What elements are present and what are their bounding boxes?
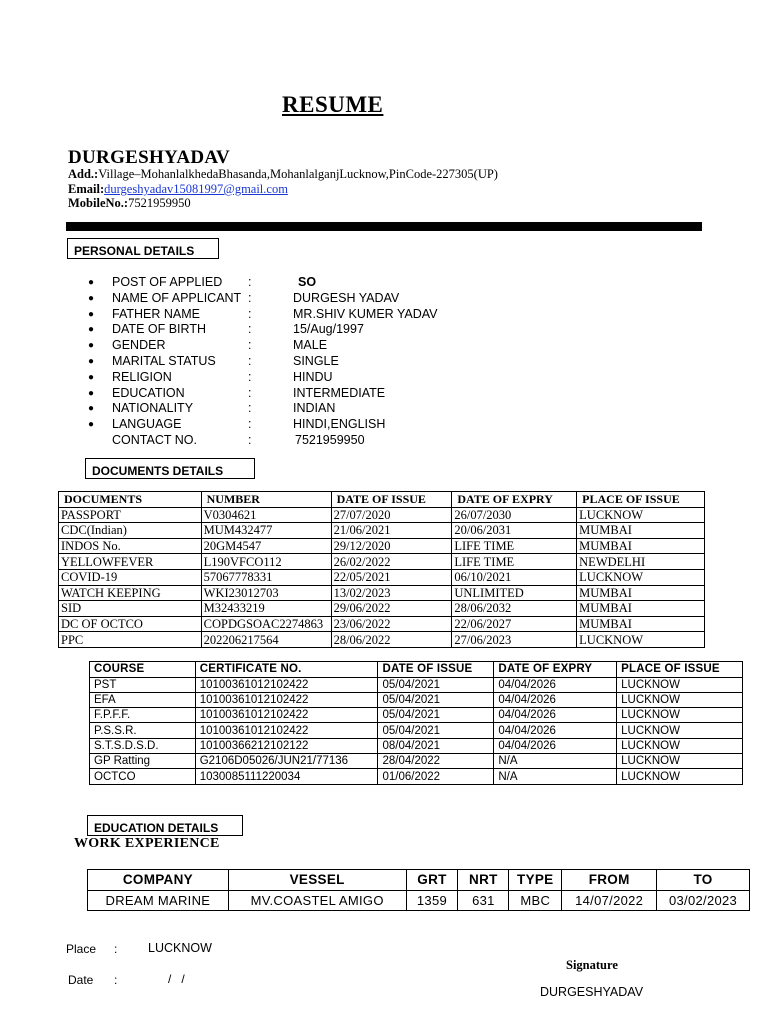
detail-colon: : — [248, 275, 252, 289]
table-cell: LUCKNOW — [617, 738, 743, 753]
detail-value: INDIAN — [293, 401, 336, 416]
signature-label: Signature — [566, 958, 618, 972]
table-row — [59, 554, 705, 570]
table-cell: 20/06/2031 — [452, 523, 577, 539]
table-cell: 29/12/2020 — [331, 538, 452, 554]
detail-label: NAME OF APPLICANT — [112, 290, 242, 305]
table-cell: PASSPORT — [59, 507, 202, 523]
table-cell: 26/07/2030 — [452, 507, 577, 523]
mobile-value: 7521959950 — [128, 196, 191, 210]
table-header-cell: COMPANY — [88, 870, 229, 891]
table-row — [59, 601, 705, 617]
table-cell: 10100361012102422 — [195, 692, 378, 707]
table-cell: MUMBAI — [577, 523, 705, 539]
table-row — [90, 692, 743, 707]
table-cell: LUCKNOW — [577, 569, 705, 585]
detail-value: MALE — [293, 338, 328, 353]
detail-value: SINGLE — [293, 353, 339, 368]
detail-colon: : — [248, 432, 252, 447]
detail-colon: : — [248, 401, 252, 416]
detail-value: HINDU — [293, 369, 333, 384]
table-cell: 202206217564 — [201, 632, 331, 648]
table-cell: LUCKNOW — [617, 769, 743, 784]
table-cell: SID — [59, 601, 202, 617]
table-cell: LIFE TIME — [452, 554, 577, 570]
table-row — [90, 738, 743, 753]
table-cell: 05/04/2021 — [378, 708, 494, 723]
detail-colon: : — [248, 385, 252, 400]
table-row — [59, 616, 705, 632]
table-cell: 04/04/2026 — [494, 677, 617, 692]
table-cell: PST — [90, 677, 196, 692]
table-cell: DC OF OCTCO — [59, 616, 202, 632]
bullet-icon: ● — [88, 355, 95, 367]
table-cell: PPC — [59, 632, 202, 648]
table-header-cell: TYPE — [509, 870, 562, 891]
table-header-cell: DATE OF ISSUE — [331, 492, 452, 508]
table-cell: 05/04/2021 — [378, 677, 494, 692]
table-cell: 05/04/2021 — [378, 692, 494, 707]
table-cell: 22/05/2021 — [331, 569, 452, 585]
bullet-icon: ● — [88, 292, 95, 304]
section-personal-details: PERSONAL DETAILS — [67, 238, 219, 259]
table-cell: 10100366212102122 — [195, 738, 378, 753]
bullet-icon: ● — [88, 371, 95, 383]
table-cell: COPDGSOAC2274863 — [201, 616, 331, 632]
table-cell: MBC — [509, 891, 562, 911]
table-row — [90, 677, 743, 692]
resume-title: RESUME — [282, 92, 384, 117]
table-cell: EFA — [90, 692, 196, 707]
detail-label: DATE OF BIRTH — [112, 322, 206, 337]
table-cell: N/A — [494, 754, 617, 769]
table-header-cell: DOCUMENTS — [59, 492, 202, 508]
table-cell: V0304621 — [201, 507, 331, 523]
table-header-cell: FROM — [562, 870, 657, 891]
table-header-cell: CERTIFICATE NO. — [195, 662, 378, 678]
table-row — [90, 769, 743, 784]
table-cell: 28/06/2022 — [331, 632, 452, 648]
table-cell: L190VFCO112 — [201, 554, 331, 570]
table-cell: 28/04/2022 — [378, 754, 494, 769]
table-cell: 08/04/2021 — [378, 738, 494, 753]
table-header-cell: TO — [657, 870, 750, 891]
table-cell: LUCKNOW — [617, 692, 743, 707]
table-row — [90, 708, 743, 723]
table-cell: 20GM4547 — [201, 538, 331, 554]
table-cell: COVID-19 — [59, 569, 202, 585]
table-cell: LUCKNOW — [617, 754, 743, 769]
detail-value: INTERMEDIATE — [293, 385, 386, 400]
table-cell: CDC(Indian) — [59, 523, 202, 539]
table-cell: MUM432477 — [201, 523, 331, 539]
signature-name: DURGESHYADAV — [540, 985, 644, 999]
table-row — [59, 523, 705, 539]
table-cell: N/A — [494, 769, 617, 784]
detail-value: SO — [298, 275, 317, 289]
table-cell: MUMBAI — [577, 601, 705, 617]
table-row — [59, 538, 705, 554]
table-cell: 04/04/2026 — [494, 723, 617, 738]
detail-value: DURGESH YADAV — [293, 290, 400, 305]
detail-label: LANGUAGE — [112, 417, 182, 432]
detail-colon: : — [248, 306, 252, 321]
table-cell: 22/06/2027 — [452, 616, 577, 632]
detail-colon: : — [248, 338, 252, 353]
place-value: LUCKNOW — [148, 941, 212, 955]
table-cell: 13/02/2023 — [331, 585, 452, 601]
place-colon: : — [114, 942, 118, 956]
table-cell: INDOS No. — [59, 538, 202, 554]
courses-table — [89, 661, 743, 785]
bullet-icon: ● — [88, 419, 95, 431]
address-line — [68, 167, 498, 182]
applicant-name: DURGESHYADAV — [68, 147, 230, 168]
detail-value: MR.SHIV KUMER YADAV — [293, 306, 438, 321]
bullet-icon: ● — [88, 387, 95, 399]
email-link[interactable]: durgeshyadav15081997@gmail.com — [104, 182, 288, 196]
table-header-cell: DATE OF ISSUE — [378, 662, 494, 678]
table-cell: WATCH KEEPING — [59, 585, 202, 601]
table-cell: 10100361012102422 — [195, 708, 378, 723]
detail-value: 15/Aug/1997 — [293, 322, 364, 337]
table-header-cell: PLACE OF ISSUE — [577, 492, 705, 508]
detail-colon: : — [248, 369, 252, 384]
table-cell: DREAM MARINE — [88, 891, 229, 911]
table-header-cell: DATE OF EXPRY — [494, 662, 617, 678]
table-header-cell: VESSEL — [228, 870, 406, 891]
table-cell: UNLIMITED — [452, 585, 577, 601]
table-header-cell: PLACE OF ISSUE — [617, 662, 743, 678]
table-cell: 1359 — [406, 891, 458, 911]
email-label: Email: — [68, 182, 105, 196]
table-cell: LUCKNOW — [617, 677, 743, 692]
table-cell: 04/04/2026 — [494, 708, 617, 723]
detail-colon: : — [248, 417, 252, 432]
bullet-icon: ● — [88, 277, 95, 288]
table-cell: 23/06/2022 — [331, 616, 452, 632]
detail-label: GENDER — [112, 338, 166, 353]
table-cell: 21/06/2021 — [331, 523, 452, 539]
table-cell: MV.COASTEL AMIGO — [228, 891, 406, 911]
table-cell: 29/06/2022 — [331, 601, 452, 617]
table-cell: 05/04/2021 — [378, 723, 494, 738]
section-education-details: EDUCATION DETAILS — [87, 815, 243, 836]
table-cell: 631 — [458, 891, 509, 911]
table-cell: LUCKNOW — [617, 723, 743, 738]
mobile-line — [68, 196, 191, 211]
table-row — [59, 507, 705, 523]
table-cell: 10100361012102422 — [195, 677, 378, 692]
bullet-icon: ● — [88, 324, 95, 336]
detail-colon: : — [248, 290, 252, 305]
detail-value: 7521959950 — [295, 432, 365, 447]
place-label: Place — [66, 942, 97, 956]
date-label: Date — [68, 973, 94, 987]
table-cell: MUMBAI — [577, 585, 705, 601]
documents-table — [58, 491, 705, 648]
table-header-cell: GRT — [406, 870, 458, 891]
work-experience-table — [87, 869, 750, 911]
table-cell: 57067778331 — [201, 569, 331, 585]
address-value: Village–MohanlalkhedaBhasanda,MohanlalganjLucknow,PinCode-227305(UP) — [98, 167, 498, 181]
table-cell: MUMBAI — [577, 538, 705, 554]
bullet-icon: ● — [88, 308, 95, 320]
table-header-cell: COURSE — [90, 662, 196, 678]
table-cell: LUCKNOW — [577, 507, 705, 523]
table-cell: M32433219 — [201, 601, 331, 617]
table-cell: 1030085111220034 — [195, 769, 378, 784]
table-cell: 01/06/2022 — [378, 769, 494, 784]
detail-value: HINDI,ENGLISH — [293, 417, 386, 432]
table-cell: YELLOWFEVER — [59, 554, 202, 570]
section-work-experience: WORK EXPERIENCE — [74, 836, 220, 851]
address-label: Add.: — [68, 167, 99, 181]
table-cell: NEWDELHI — [577, 554, 705, 570]
table-cell: G2106D05026/JUN21/77136 — [195, 754, 378, 769]
table-header-cell: DATE OF EXPRY — [452, 492, 577, 508]
detail-label: CONTACT NO. — [112, 432, 197, 447]
detail-label: POST OF APPLIED — [112, 275, 223, 289]
table-cell: 03/02/2023 — [657, 891, 750, 911]
detail-label: RELIGION — [112, 369, 172, 384]
email-line — [68, 182, 288, 197]
table-row — [90, 723, 743, 738]
table-cell: LUCKNOW — [617, 708, 743, 723]
detail-label: EDUCATION — [112, 385, 185, 400]
detail-colon: : — [248, 322, 252, 337]
table-cell: WKI23012703 — [201, 585, 331, 601]
table-row — [59, 585, 705, 601]
table-header-cell: NRT — [458, 870, 509, 891]
detail-label: FATHER NAME — [112, 306, 200, 321]
table-cell: 26/02/2022 — [331, 554, 452, 570]
table-cell: 14/07/2022 — [562, 891, 657, 911]
table-cell: GP Ratting — [90, 754, 196, 769]
table-cell: 06/10/2021 — [452, 569, 577, 585]
table-header-cell: NUMBER — [201, 492, 331, 508]
detail-label: NATIONALITY — [112, 401, 194, 416]
mobile-label: MobileNo.: — [68, 196, 129, 210]
table-cell: OCTCO — [90, 769, 196, 784]
table-cell: S.T.S.D.S.D. — [90, 738, 196, 753]
detail-label: MARITAL STATUS — [112, 353, 216, 368]
table-row — [90, 754, 743, 769]
table-row — [59, 569, 705, 585]
date-colon: : — [114, 973, 118, 987]
bullet-icon: ● — [88, 403, 95, 415]
divider-bar — [66, 222, 702, 231]
table-row — [88, 891, 750, 911]
table-cell: 04/04/2026 — [494, 738, 617, 753]
table-cell: LIFE TIME — [452, 538, 577, 554]
table-row — [59, 632, 705, 648]
date-value: / / — [168, 972, 185, 986]
table-cell: P.S.S.R. — [90, 723, 196, 738]
table-cell: 10100361012102422 — [195, 723, 378, 738]
bullet-icon: ● — [88, 340, 95, 352]
table-cell: MUMBAI — [577, 616, 705, 632]
table-cell: 28/06/2032 — [452, 601, 577, 617]
section-documents-details: DOCUMENTS DETAILS — [85, 458, 255, 479]
detail-colon: : — [248, 353, 252, 368]
table-cell: F.P.F.F. — [90, 708, 196, 723]
table-cell: 27/07/2020 — [331, 507, 452, 523]
table-cell: LUCKNOW — [577, 632, 705, 648]
table-cell: 27/06/2023 — [452, 632, 577, 648]
table-cell: 04/04/2026 — [494, 692, 617, 707]
